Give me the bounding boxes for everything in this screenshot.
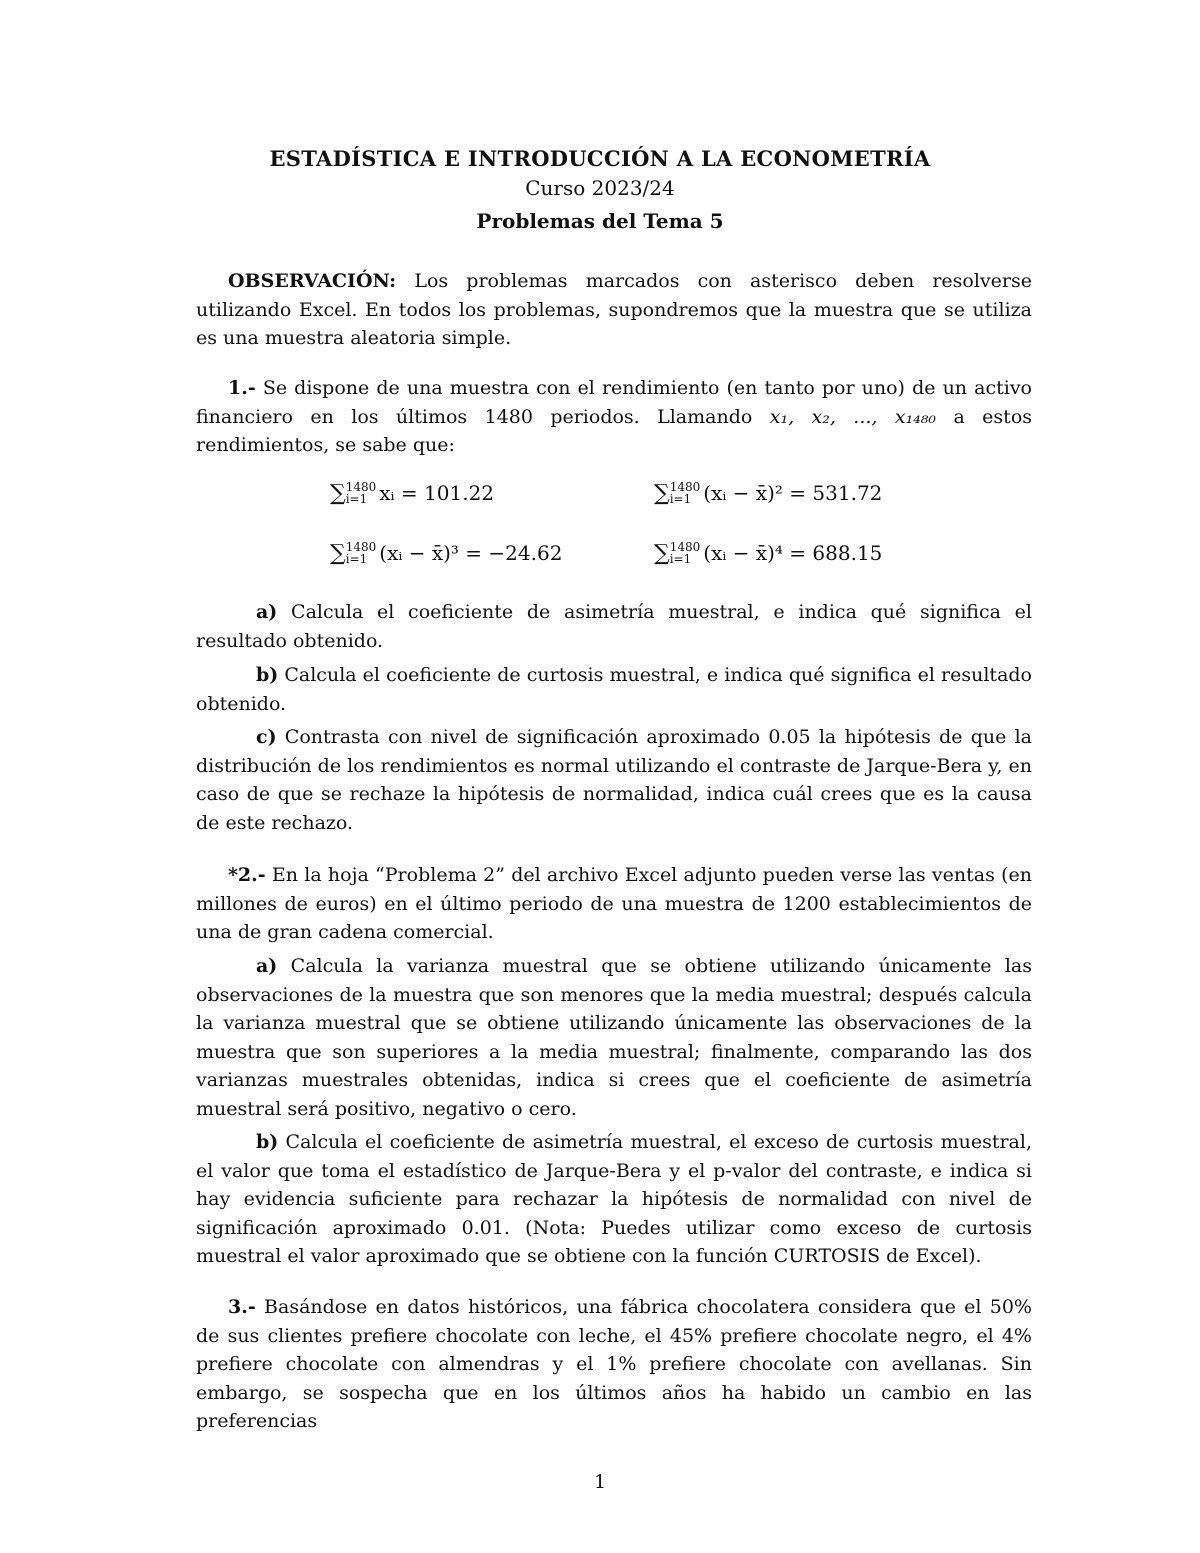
part-a-text: Calcula el coeficiente de asimetría muestral, e indica qué significa el resultado obtenido. bbox=[196, 601, 1032, 652]
observation-paragraph bbox=[196, 267, 1032, 353]
problem-1-intro bbox=[196, 374, 1032, 460]
problem-3-number: 3.- bbox=[228, 1296, 256, 1318]
document-subtitle: Problemas del Tema 5 bbox=[476, 209, 724, 233]
sum-symbol: ∑ bbox=[654, 481, 670, 506]
part-b-label: b) bbox=[256, 664, 279, 686]
problem-3-paragraph bbox=[196, 1293, 1032, 1436]
part-c-label: c) bbox=[256, 726, 277, 748]
formula-sum-cubes bbox=[330, 541, 562, 567]
sum-upper-limit: 1480 bbox=[669, 539, 701, 554]
part-a-label: a) bbox=[256, 601, 278, 623]
formula-4-body: (xᵢ − x̄)⁴ = 688.15 bbox=[703, 541, 883, 565]
problem-1-intro-text: Se dispone de una muestra con el rendimiento (en tanto por uno) de un activo financiero en los últimos 1480 periodos. Llamando bbox=[196, 377, 1032, 428]
problem-1-part-a bbox=[196, 598, 1032, 655]
sum-symbol: ∑ bbox=[330, 481, 346, 506]
sum-lower-limit: i=1 bbox=[669, 551, 692, 566]
observation-label: OBSERVACIÓN: bbox=[228, 270, 397, 292]
formula-2-body: (xᵢ − x̄)² = 531.72 bbox=[703, 481, 883, 505]
sum-symbol: ∑ bbox=[330, 541, 346, 566]
problem-2-intro bbox=[196, 861, 1032, 947]
sum-lower-limit: i=1 bbox=[669, 491, 692, 506]
problem-1-number: 1.- bbox=[228, 377, 256, 399]
course-label: Curso 2023/24 bbox=[525, 176, 675, 200]
formula-sum-squares bbox=[654, 481, 882, 507]
formula-sum-x bbox=[330, 481, 494, 507]
sum-upper-limit: 1480 bbox=[345, 539, 377, 554]
page-number: 1 bbox=[593, 1471, 607, 1493]
observation-text: Los problemas marcados con asterisco deben resolverse utilizando Excel. En todos los problemas, supondremos que la muestra que se utiliza es una muestra aleatoria simple. bbox=[196, 270, 1032, 349]
part-c-text: Contrasta con nivel de significación aproximado 0.05 la hipótesis de que la distribución de los rendimientos es normal utilizando el contraste de Jarque-Bera y, en caso de que se rechaze la hipótesis de normalidad, indica cuál crees que es la causa de este rechazo. bbox=[196, 726, 1032, 834]
part-a-text: Calcula la varianza muestral que se obtiene utilizando únicamente las observaciones de la muestra que son menores que la media muestral; después calcula la varianza muestral que se obtiene utilizando únicamente las observaciones de la muestra que son superiores a la media muestral; finalmente, comparando las dos varianzas muestrales obtenidas, indica si crees que el coeficiente de asimetría muestral será positivo, negativo o cero. bbox=[196, 955, 1032, 1120]
sum-lower-limit: i=1 bbox=[345, 491, 368, 506]
sum-upper-limit: 1480 bbox=[669, 479, 701, 494]
part-b-text: Calcula el coeficiente de curtosis muestral, e indica qué significa el resultado obtenido. bbox=[196, 664, 1032, 715]
formula-3-body: (xᵢ − x̄)³ = −24.62 bbox=[379, 541, 563, 565]
problem-2-intro-text: En la hoja “Problema 2” del archivo Excel adjunto pueden verse las ventas (en millones de euros) en el último periodo de una muestra de 1200 establecimientos de una de gran cadena comercial. bbox=[196, 864, 1032, 943]
problem-1-part-c bbox=[196, 723, 1032, 837]
problem-3-text: Basándose en datos históricos, una fábrica chocolatera considera que el 50% de sus clientes prefiere chocolate con leche, el 45% prefiere chocolate negro, el 4% prefiere chocolate con almendras y el 1% prefiere chocolate con avellanas. Sin embargo, se sospecha que en los últimos años ha habido un cambio en las preferencias bbox=[196, 1296, 1032, 1432]
sum-upper-limit: 1480 bbox=[345, 479, 377, 494]
sum-symbol: ∑ bbox=[654, 541, 670, 566]
problem-1-part-b bbox=[196, 661, 1032, 718]
part-b-label: b) bbox=[256, 1131, 279, 1153]
part-b-text: Calcula el coeficiente de asimetría muestral, el exceso de curtosis muestral, el valor que toma el estadístico de Jarque-Bera y el p-valor del contraste, e indica si hay evidencia suficiente para rechazar la hipótesis de normalidad con nivel de significación aproximado 0.01. (Nota: Puedes utilizar como exceso de curtosis muestral el valor aproximado que se obtiene con la función CURTOSIS de Excel). bbox=[196, 1131, 1032, 1267]
part-a-label: a) bbox=[256, 955, 278, 977]
problem-2-part-b bbox=[196, 1128, 1032, 1271]
problem-1-intro-end: a estos rendimientos, se sabe que: bbox=[196, 405, 1033, 456]
problem-2-part-a bbox=[196, 952, 1032, 1123]
formula-sum-fourth bbox=[654, 541, 882, 567]
problem-1-variables: x₁, x₂, ..., x₁₄₈₀ bbox=[769, 405, 937, 428]
document-title: ESTADÍSTICA E INTRODUCCIÓN A LA ECONOMETRÍA bbox=[269, 146, 931, 171]
sum-lower-limit: i=1 bbox=[345, 551, 368, 566]
problem-2-number: *2.- bbox=[228, 864, 266, 886]
formula-1-body: xᵢ = 101.22 bbox=[379, 481, 495, 505]
